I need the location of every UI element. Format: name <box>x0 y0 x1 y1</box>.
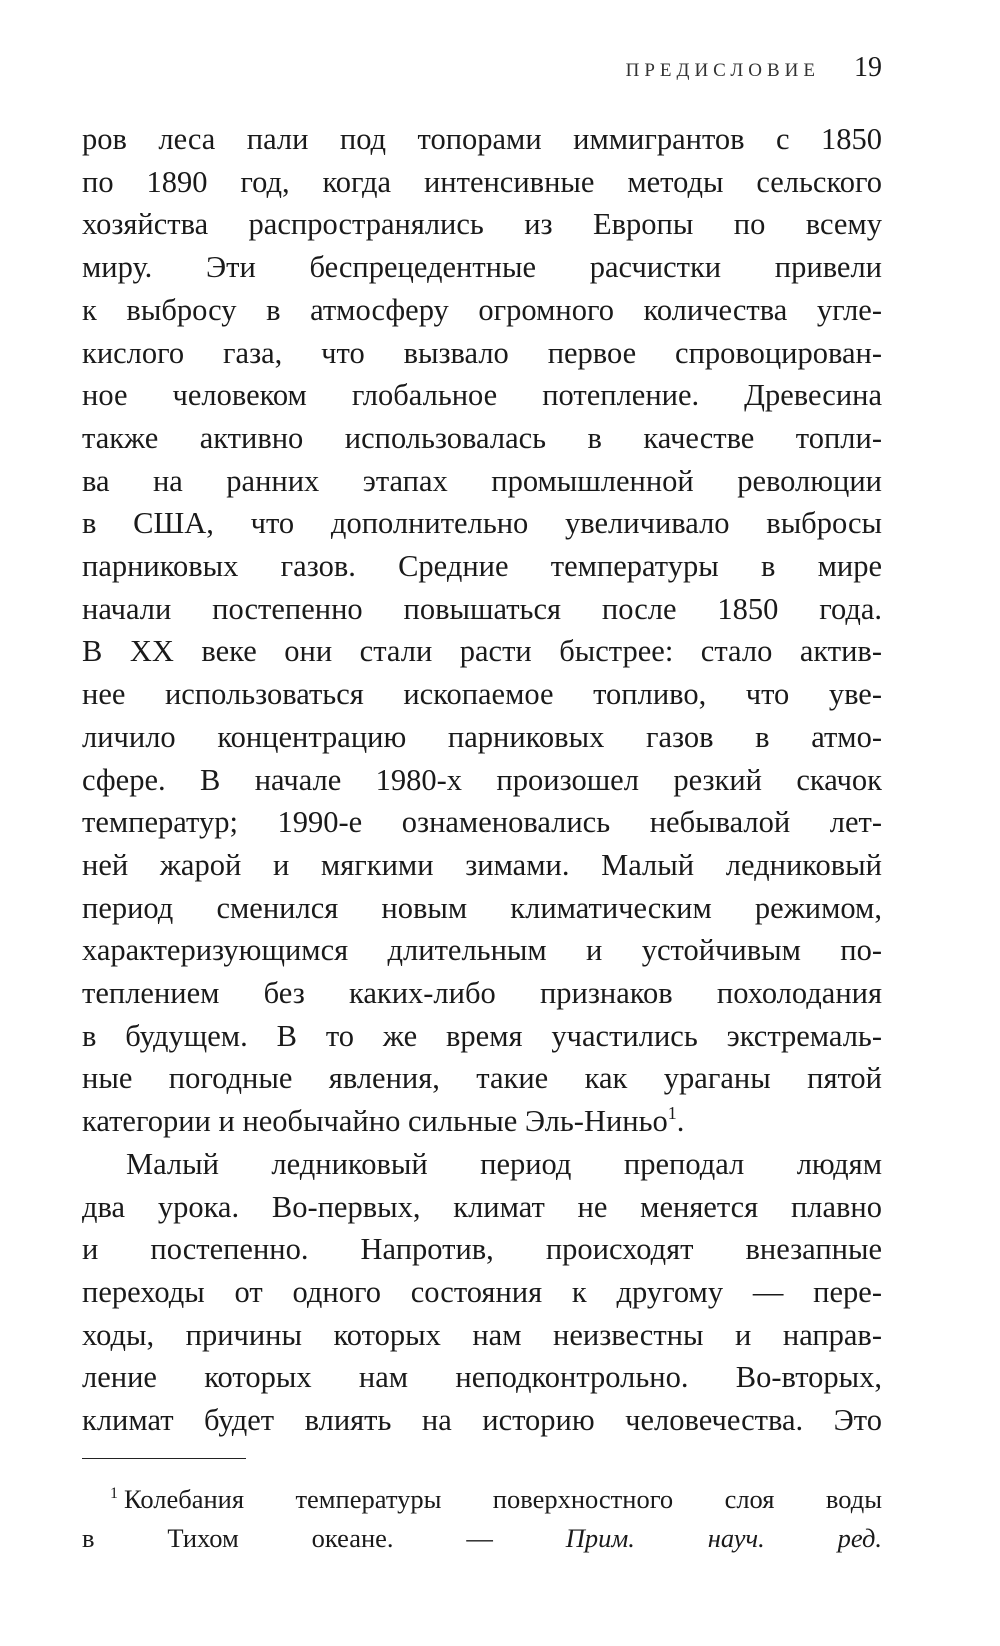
text-line: к выбросу в атмосферу огромного количества угле- <box>82 292 882 327</box>
text-line: характеризующимся длительным и устойчивым по- <box>82 933 882 968</box>
text-line: ров леса пали под топорами иммигрантов с 1850 <box>82 122 882 156</box>
footnote-line-1 <box>82 1480 882 1519</box>
footnote <box>82 1480 882 1558</box>
footnote-text-2: в Тихом океане. — <box>82 1523 566 1553</box>
text-line: и постепенно. Напротив, происходят внезапные <box>82 1232 882 1267</box>
last-line-end: . <box>676 1104 685 1139</box>
footnote-editor-note: Прим. науч. ред. <box>565 1523 883 1553</box>
text-line: переходы от одного состояния к другому — пере- <box>82 1274 882 1309</box>
chapter-title: ПРЕДИСЛОВИЕ <box>625 60 820 81</box>
text-line: нее использоваться ископаемое топливо, что уве- <box>82 677 882 712</box>
footnote-line-2 <box>82 1519 882 1558</box>
text-line: кислого газа, что вызвало первое спровоцирован- <box>82 335 882 370</box>
text-line: в США, что дополнительно увеличивало выбросы <box>82 506 882 541</box>
text-line: миру. Эти беспрецедентные расчистки привели <box>82 250 882 285</box>
text-line: климат будет влиять на историю человечества. Это <box>82 1403 882 1438</box>
text-line: теплением без каких-либо признаков похолодания <box>82 976 882 1011</box>
paragraph-1 <box>82 118 882 1143</box>
text-line: начали постепенно повышаться после 1850 года. <box>82 591 882 626</box>
text-line: два урока. Во-первых, климат не меняется плавно <box>82 1189 882 1224</box>
text-line: В XX веке они стали расти быстрее: стало актив- <box>82 634 882 669</box>
running-header <box>626 52 882 84</box>
text-line: ва на ранних этапах промышленной революции <box>82 463 882 498</box>
text-line: Малый ледниковый период преподал людям <box>126 1146 882 1181</box>
page-number: 19 <box>854 52 882 83</box>
text-line: ные погодные явления, такие как ураганы пятой <box>82 1061 882 1096</box>
text-line: ление которых нам неподконтрольно. Во-вторых, <box>82 1360 882 1395</box>
text-line: по 1890 год, когда интенсивные методы сельского <box>82 164 882 199</box>
text-line-last <box>82 1100 882 1143</box>
text-line: парниковых газов. Средние температуры в мире <box>82 549 882 584</box>
footnote-divider <box>82 1458 246 1459</box>
text-line: период сменился новым климатическим режимом, <box>82 890 882 925</box>
footnote-reference[interactable]: 1 <box>667 1103 677 1124</box>
text-line: ней жарой и мягкими зимами. Малый ледниковый <box>82 847 882 882</box>
text-line: хозяйства распространялись из Европы по всему <box>82 207 882 242</box>
text-line: также активно использовалась в качестве топли- <box>82 420 882 455</box>
footnote-text: Колебания температуры поверхностного слоя воды <box>124 1484 882 1514</box>
text-line: сфере. В начале 1980-х произошел резкий скачок <box>82 762 882 797</box>
text-line: ходы, причины которых нам неизвестны и направ- <box>82 1317 882 1352</box>
paragraph-2 <box>82 1143 882 1442</box>
text-line: температур; 1990-е ознаменовались небывалой лет- <box>82 805 882 840</box>
last-line-text: категории и необычайно сильные Эль-Ниньо <box>82 1104 668 1139</box>
text-line: ное человеком глобальное потепление. Древесина <box>82 378 882 413</box>
text-line: в будущем. В то же время участились экстремаль- <box>82 1018 882 1053</box>
footnote-marker: 1 <box>110 1485 118 1502</box>
body-text <box>82 118 882 1442</box>
text-line: личило концентрацию парниковых газов в атмо- <box>82 719 882 754</box>
